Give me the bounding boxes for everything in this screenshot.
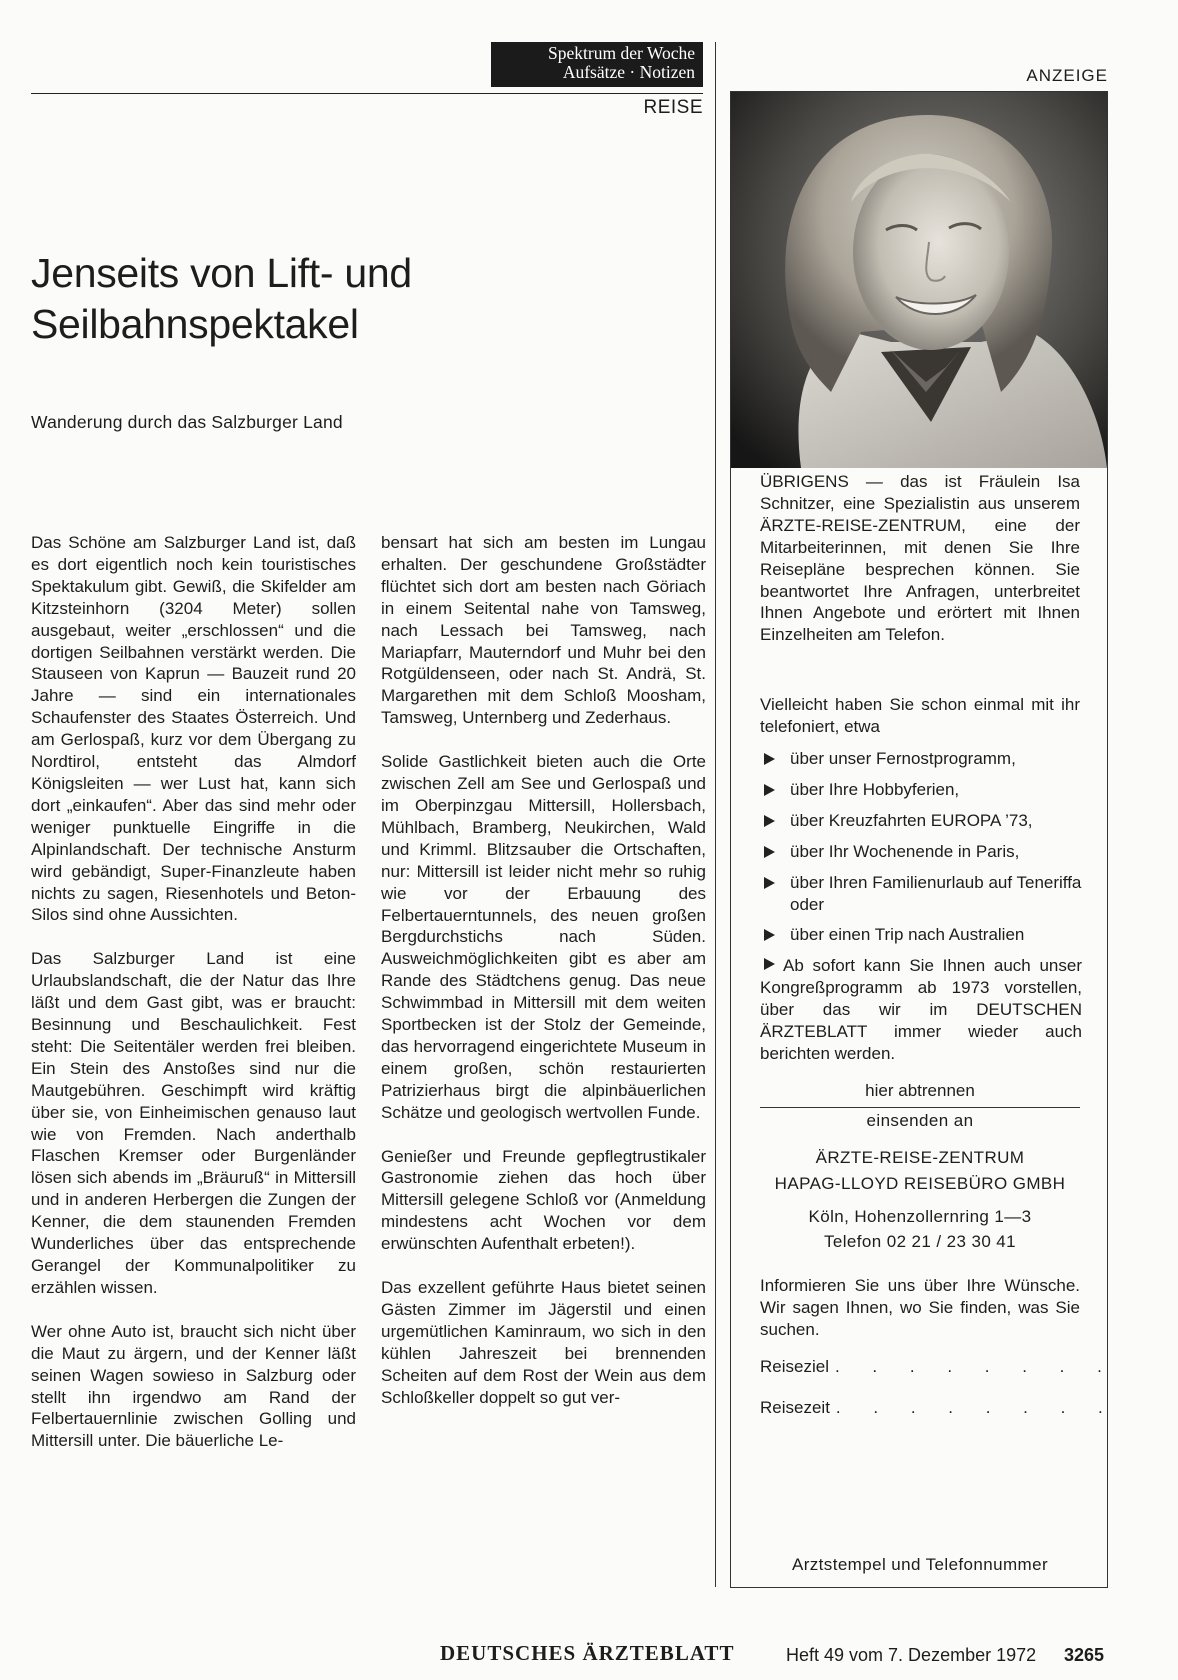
fill-dots: . . . . . . . . — [835, 1398, 1117, 1417]
field-label: Reiseziel — [760, 1357, 829, 1376]
travel-destination-field[interactable] — [760, 1357, 1116, 1377]
paragraph: Genießer und Freunde gepflegtrustikaler Gastronomie ziehen das hoch über Mittersill gelegene Schloß vor (Anmeldung mindestens acht Wochen vor dem erwünschten Aufenthalt erbeten!). — [381, 1146, 706, 1254]
article-title-line2: Seilbahnspektakel — [31, 301, 359, 347]
portrait-image — [731, 92, 1107, 468]
company-phone: Telefon 02 21 / 23 30 41 — [823, 1232, 1017, 1251]
stamp-label: Arztstempel und Telefonnummer — [791, 1555, 1049, 1574]
section-kicker-line1: Spektrum der Woche — [548, 43, 695, 63]
triangle-bullet-icon — [764, 753, 775, 765]
company-subname: HAPAG-LLOYD REISEBÜRO GMBH — [774, 1174, 1066, 1193]
triangle-bullet-icon — [764, 877, 775, 889]
list-item: über Ihr Wochenende in Paris, — [760, 841, 1082, 863]
magazine-name: DEUTSCHES ÄRZTEBLATT — [440, 1641, 735, 1665]
list-item: Ab sofort kann Sie Ihnen auch unser Kongreßprogramm ab 1973 vorstellen, über das wir im DEUTSCHEN ÄRZTEBLATT immer wieder auch berichten werden. — [760, 956, 1082, 1063]
category-label: REISE — [643, 97, 703, 118]
list-item: über einen Trip nach Australien — [760, 924, 1082, 946]
portrait-photo — [731, 92, 1107, 468]
list-item: über Ihren Familienurlaub auf Teneriffa oder — [760, 872, 1082, 916]
paragraph: Solide Gastlichkeit bieten auch die Orte zwischen Zell am See und Gerlospaß und im Oberpinzgau Mittersill, Hollersbach, Mühlbach, Bramberg, Neukirchen, Wald und Krimml. Blitzsauber die Ortschaften, nur: Mittersill ist leider nicht mehr so ruhig wie vor der Erbauung des Felbertauerntunnels, des neuen großen Bergdurchstichs nach Süden. Ausweichmöglichkeiten gibt es aber am Rande des Städtchens genug. Das neue Schwimmbad in Mittersill mit dem weiten Sportbecken ist der Stolz der Gemeinde, das hervorragend eingerichtete Museum in einem großen, schön restaurierten Patrizierhaus birgt die alpinbäuerlichen Schätze und geologisch wertvollen Funde. — [381, 752, 706, 1122]
triangle-bullet-icon — [764, 846, 775, 858]
article-title — [31, 248, 412, 350]
paragraph: Wer ohne Auto ist, braucht sich nicht über die Maut zu ärgern, und der Kenner läßt seinen Wagen sowieso in Salzburg oder stellt ihn irgendwo am Rand der Felbertauernlinie zwischen Golling und Mittersill unter. Die bäuerliche Le- — [31, 1321, 356, 1451]
list-item: über Kreuzfahrten EUROPA ’73, — [760, 810, 1082, 832]
fill-dots: . . . . . . . . — [834, 1357, 1116, 1376]
paragraph: Das exzellent geführte Haus bietet seinen Gästen Zimmer im Jägerstil und einen urgemütlichen Kaminraum, wo sich in den kühlen Jahreszeit bei brennenden Scheiten auf dem Rost der Wein aus dem Schloßkeller doppelt so gut ver- — [381, 1278, 706, 1407]
ad-request: Informieren Sie uns über Ihre Wünsche. Wir sagen Ihnen, wo Sie finden, was Sie suchen. — [760, 1276, 1080, 1339]
ad-lead: Vielleicht haben Sie schon einmal mit ihr telefoniert, etwa — [760, 695, 1080, 736]
article-subtitle: Wanderung durch das Salzburger Land — [31, 412, 343, 432]
company-address: Köln, Hohenzollernring 1—3 — [808, 1207, 1032, 1226]
ad-bullet-list — [760, 748, 1082, 1074]
field-label: Reisezeit — [760, 1398, 830, 1417]
section-kicker — [491, 42, 703, 87]
triangle-bullet-icon — [764, 784, 775, 796]
paragraph: Das Schöne am Salzburger Land ist, daß es dort eigentlich noch kein touristisches Spektakulum gibt. Gewiß, die Skifelder am Kitzsteinhorn (3204 Meter) sollen ausgebaut, weiter „erschlossen“ und die dortigen Seilbahnen verstärkt werden. Die Stauseen von Kaprun — Bauzeit rund 20 Jahre — sind ein internationales Schaufenster des Staates Österreich. Und am Gerlospaß, kurz vor dem Übergang zu Nordtirol, entsteht das Almdorf Königsleiten — wer Lust hat, kann sich dort „einkaufen“. Aber das sind mehr oder weniger punktuelle Eingriffe in die Alpinlandschaft. Der technische Ansturm wird gebändigt, Super-Finanzleute haben nichts zu sagen, Riesenhotels und Beton-Silos sind ohne Aussichten. — [31, 533, 356, 925]
article-title-line1: Jenseits von Lift- und — [31, 250, 412, 296]
article-column-2 — [381, 532, 706, 1431]
article-column-1 — [31, 532, 356, 1474]
ad-intro: ÜBRIGENS — das ist Fräulein Isa Schnitzer, eine Spezialistin aus unserem ÄRZTE-REISE-ZENTRUM, eine der Mitarbeiterinnen, mit denen Sie Ihre Reisepläne besprechen können. Sie beantwortet Ihre Anfragen, unterbreitet Ihnen Angebote und erörtert mit Ihnen Einzelheiten am Telefon. — [760, 472, 1080, 645]
triangle-bullet-icon — [764, 929, 775, 941]
cut-line — [760, 1107, 1080, 1108]
ad-label: ANZEIGE — [1026, 66, 1108, 85]
section-kicker-line2: Aufsätze · Notizen — [562, 62, 695, 82]
company-name: ÄRZTE-REISE-ZENTRUM — [815, 1148, 1025, 1167]
issue-info: Heft 49 vom 7. Dezember 1972 — [786, 1645, 1037, 1665]
cut-here-label: hier abtrennen — [865, 1081, 975, 1100]
paragraph: bensart hat sich am besten im Lungau erhalten. Der geschundene Großstädter flüchtet sich dort am besten nach Göriach in einem Seitental nahe von Tamsweg, nach Lessach bei Tamsweg, nach Mariapfarr, Mauterndorf und Muhr bei den Rotgüldenseen, oder nach St. Andrä, St. Margarethen mit dem Schloß Moosham, Tamsweg, Unternberg und Zederhaus. — [381, 533, 706, 728]
paragraph: Das Salzburger Land ist eine Urlaubslandschaft, die der Natur das Ihre läßt und dem Gast gibt, was er braucht: Besinnung und Beschaulichkeit. Fest steht: Die Seitentäler werden frei bleiben. Ein Stein des Anstoßes sind nur die Mautgebühren. Geschimpft wird kräftig über sie, von Einheimischen genauso laut wie von Fremden. Nach anderthalb Flaschen Kremser oder Burgenländer lösen sich abends im „Bräuruß“ in Mittersill und in anderen Herbergen die Zungen der Kenner, die dem staunenden Fremden Wunderliches über das entsprechende Gerangel der Kommunalpolitiker zu erzählen wissen. — [31, 949, 356, 1297]
travel-time-field[interactable] — [760, 1398, 1117, 1418]
page-number: 3265 — [1064, 1645, 1105, 1665]
triangle-bullet-icon — [764, 815, 775, 827]
send-to-label: einsenden an — [866, 1111, 974, 1130]
list-item: über Ihre Hobbyferien, — [760, 779, 1082, 801]
triangle-bullet-icon — [764, 958, 775, 970]
column-divider — [715, 42, 716, 1587]
list-item: über unser Fernostprogramm, — [760, 748, 1082, 770]
header-rule — [31, 93, 703, 94]
